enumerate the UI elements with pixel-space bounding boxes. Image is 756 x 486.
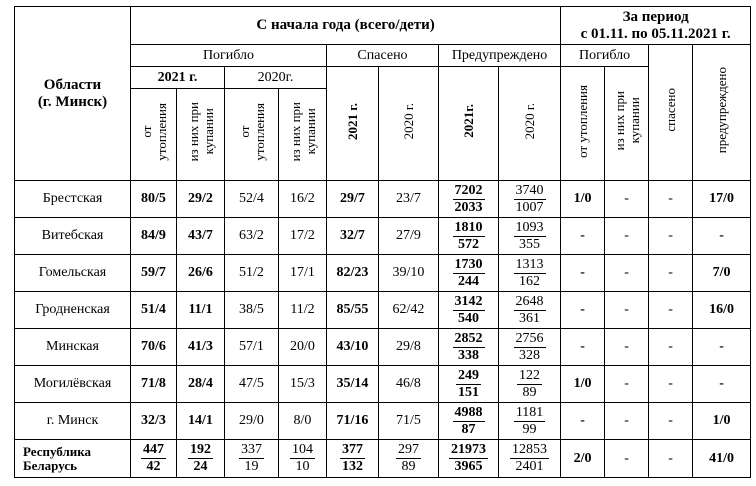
cell-pp: - xyxy=(693,366,751,403)
table-row xyxy=(15,403,751,440)
cell-p21: $\frac{7202}{2033}$ xyxy=(439,181,499,218)
cell-ps: - xyxy=(649,403,693,440)
cell-p20: $\frac{1181}{99}$ xyxy=(499,403,561,440)
cell-b20: 20/0 xyxy=(279,329,327,366)
drowning-stats-table xyxy=(14,6,751,478)
regions-header: Области (г. Минск) xyxy=(15,7,131,181)
d20-drowning-header: от утопления xyxy=(225,89,279,181)
cell-d21: 84/9 xyxy=(131,218,177,255)
cell-pd: 1/0 xyxy=(561,181,605,218)
cell-pb: - xyxy=(605,181,649,218)
cell-b21: 26/6 xyxy=(177,255,225,292)
died-header: Погибло xyxy=(131,45,327,67)
cell-pd: - xyxy=(561,292,605,329)
period-header: За период с 01.11. по 05.11.2021 г. xyxy=(561,7,751,45)
cell-region: Могилёвская xyxy=(15,366,131,403)
cell-p20: $\frac{3740}{1007}$ xyxy=(499,181,561,218)
table-row xyxy=(15,329,751,366)
cell-s20: 27/9 xyxy=(379,218,439,255)
cell-b21: 14/1 xyxy=(177,403,225,440)
cell-ps: - xyxy=(649,366,693,403)
cell-b20: 8/0 xyxy=(279,403,327,440)
cell-d21: 51/4 xyxy=(131,292,177,329)
cell-pb: - xyxy=(605,329,649,366)
period-drowning-header: от утопления xyxy=(561,67,605,181)
cell-b21: 11/1 xyxy=(177,292,225,329)
cell-p21: $\frac{249}{151}$ xyxy=(439,366,499,403)
cell-b21: 28/4 xyxy=(177,366,225,403)
cell-pd: - xyxy=(561,255,605,292)
cell-s21: 35/14 xyxy=(327,366,379,403)
cell-s20: 23/7 xyxy=(379,181,439,218)
cell-pp: 17/0 xyxy=(693,181,751,218)
cell-b21: 41/3 xyxy=(177,329,225,366)
cell-s20: 39/10 xyxy=(379,255,439,292)
died-2020-header: 2020г. xyxy=(225,67,327,89)
cell-s21: 29/7 xyxy=(327,181,379,218)
cell-s21: 71/16 xyxy=(327,403,379,440)
cell-ps: - xyxy=(649,292,693,329)
cell-region: Брестская xyxy=(15,181,131,218)
period-bathing-header: из них при купании xyxy=(605,67,649,181)
cell-s20: 62/42 xyxy=(379,292,439,329)
total-row xyxy=(15,440,751,478)
cell-region: Минская xyxy=(15,329,131,366)
cell-p20: $\frac{2648}{361}$ xyxy=(499,292,561,329)
cell-region: Витебская xyxy=(15,218,131,255)
cell-d21: 70/6 xyxy=(131,329,177,366)
cell-p21: $\frac{4988}{87}$ xyxy=(439,403,499,440)
table-row xyxy=(15,181,751,218)
cell-d21: 59/7 xyxy=(131,255,177,292)
cell-region: Гомельская xyxy=(15,255,131,292)
cell-d20: 57/1 xyxy=(225,329,279,366)
cell-ps: - xyxy=(649,255,693,292)
cell-ps: - xyxy=(649,218,693,255)
prevented-header: Предупреждено xyxy=(439,45,561,67)
total-b21: $\frac{192}{24}$ xyxy=(177,440,225,478)
saved-2021-header: 2021 г. xyxy=(327,67,379,181)
saved-header: Спасено xyxy=(327,45,439,67)
prevented-2021-header: 2021г. xyxy=(439,67,499,181)
cell-pp: 16/0 xyxy=(693,292,751,329)
cell-b20: 16/2 xyxy=(279,181,327,218)
cell-region: Гродненская xyxy=(15,292,131,329)
total-p21: $\frac{21973}{3965}$ xyxy=(439,440,499,478)
table-row xyxy=(15,255,751,292)
total-pd: 2/0 xyxy=(561,440,605,478)
cell-pb: - xyxy=(605,366,649,403)
cell-p21: $\frac{1730}{244}$ xyxy=(439,255,499,292)
d20-bathing-header: из них при купании xyxy=(279,89,327,181)
d21-bathing-header: из них при купании xyxy=(177,89,225,181)
cell-d20: 52/4 xyxy=(225,181,279,218)
d21-drowning-header: от утопления xyxy=(131,89,177,181)
cell-s21: 32/7 xyxy=(327,218,379,255)
cell-p21: $\frac{2852}{338}$ xyxy=(439,329,499,366)
prevented-period-header: предупреждено xyxy=(693,45,751,181)
cell-pd: - xyxy=(561,329,605,366)
cell-p20: $\frac{1313}{162}$ xyxy=(499,255,561,292)
cell-s20: 46/8 xyxy=(379,366,439,403)
cell-pd: 1/0 xyxy=(561,366,605,403)
total-b20: $\frac{104}{10}$ xyxy=(279,440,327,478)
cell-s21: 43/10 xyxy=(327,329,379,366)
cell-s20: 71/5 xyxy=(379,403,439,440)
total-region: Республика Беларусь xyxy=(15,440,131,478)
total-d20: $\frac{337}{19}$ xyxy=(225,440,279,478)
cell-b21: 43/7 xyxy=(177,218,225,255)
died-period-header: Погибло xyxy=(561,45,649,67)
cell-b21: 29/2 xyxy=(177,181,225,218)
total-d21: $\frac{447}{42}$ xyxy=(131,440,177,478)
cell-pp: - xyxy=(693,329,751,366)
cell-pd: - xyxy=(561,218,605,255)
saved-2020-header: 2020 г. xyxy=(379,67,439,181)
cell-d20: 51/2 xyxy=(225,255,279,292)
table-row xyxy=(15,218,751,255)
total-ps: - xyxy=(649,440,693,478)
saved-period-header: спасено xyxy=(649,45,693,181)
cell-s21: 82/23 xyxy=(327,255,379,292)
total-s20: $\frac{297}{89}$ xyxy=(379,440,439,478)
cell-d20: 29/0 xyxy=(225,403,279,440)
table-row xyxy=(15,292,751,329)
cell-p20: $\frac{122}{89}$ xyxy=(499,366,561,403)
total-pp: 41/0 xyxy=(693,440,751,478)
cell-p20: $\frac{1093}{355}$ xyxy=(499,218,561,255)
cell-pb: - xyxy=(605,292,649,329)
cell-pp: 7/0 xyxy=(693,255,751,292)
cell-ps: - xyxy=(649,181,693,218)
cell-p21: $\frac{1810}{572}$ xyxy=(439,218,499,255)
since-year-header: С начала года (всего/дети) xyxy=(131,7,561,45)
cell-p20: $\frac{2756}{328}$ xyxy=(499,329,561,366)
died-2021-header: 2021 г. xyxy=(131,67,225,89)
cell-d21: 80/5 xyxy=(131,181,177,218)
table-row xyxy=(15,366,751,403)
cell-d20: 47/5 xyxy=(225,366,279,403)
cell-b20: 11/2 xyxy=(279,292,327,329)
cell-s21: 85/55 xyxy=(327,292,379,329)
cell-s20: 29/8 xyxy=(379,329,439,366)
cell-b20: 17/2 xyxy=(279,218,327,255)
cell-pb: - xyxy=(605,255,649,292)
cell-region: г. Минск xyxy=(15,403,131,440)
prevented-2020-header: 2020 г. xyxy=(499,67,561,181)
cell-ps: - xyxy=(649,329,693,366)
cell-d21: 32/3 xyxy=(131,403,177,440)
cell-pb: - xyxy=(605,218,649,255)
cell-pb: - xyxy=(605,403,649,440)
cell-pd: - xyxy=(561,403,605,440)
total-p20: $\frac{12853}{2401}$ xyxy=(499,440,561,478)
cell-d21: 71/8 xyxy=(131,366,177,403)
cell-p21: $\frac{3142}{540}$ xyxy=(439,292,499,329)
cell-d20: 63/2 xyxy=(225,218,279,255)
cell-pp: - xyxy=(693,218,751,255)
cell-d20: 38/5 xyxy=(225,292,279,329)
total-pb: - xyxy=(605,440,649,478)
total-s21: $\frac{377}{132}$ xyxy=(327,440,379,478)
cell-b20: 15/3 xyxy=(279,366,327,403)
cell-b20: 17/1 xyxy=(279,255,327,292)
cell-pp: 1/0 xyxy=(693,403,751,440)
